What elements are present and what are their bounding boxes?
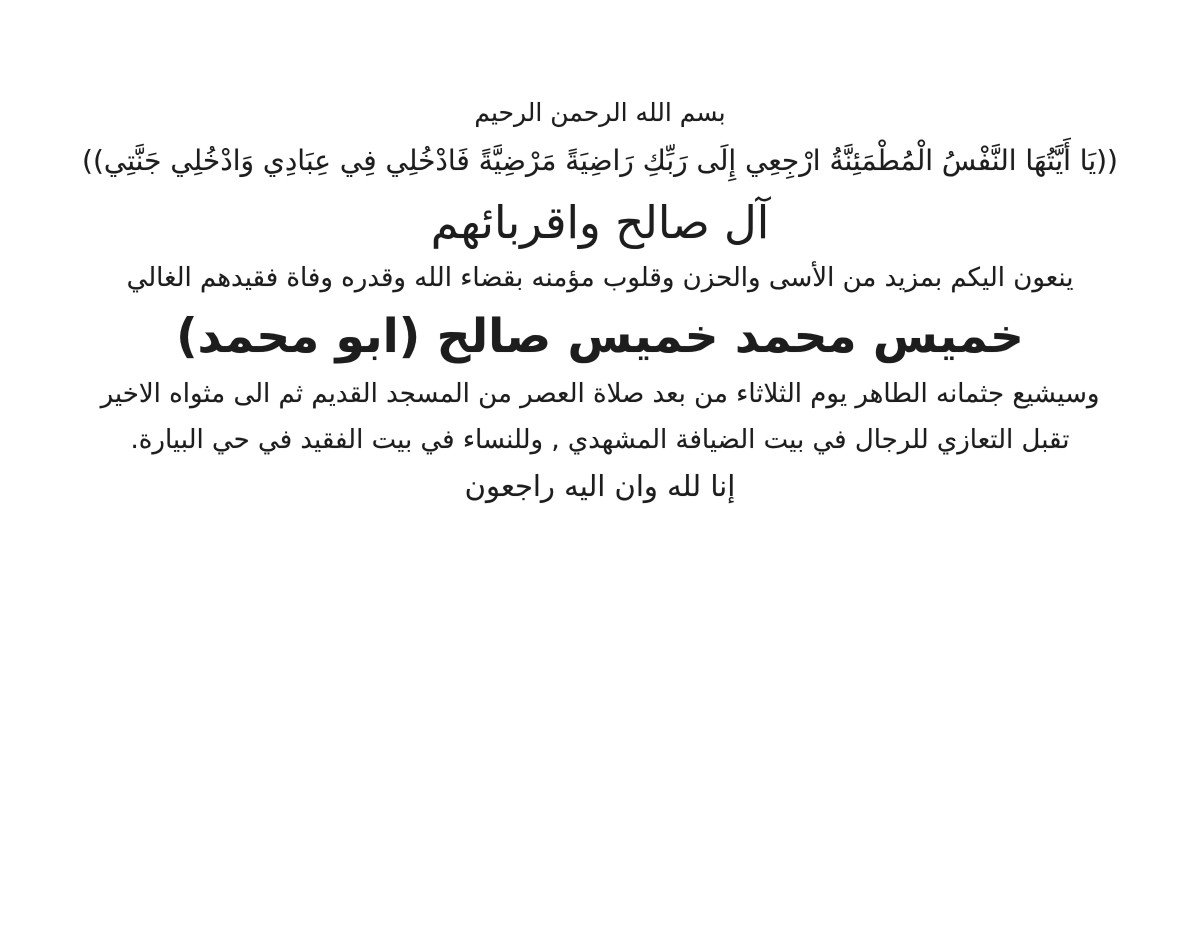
funeral-details-line: وسيشيع جثمانه الطاهر يوم الثلاثاء من بعد صلاة العصر من المسجد القديم ثم الى مثواه الاخير bbox=[100, 379, 1100, 410]
istirja-closing-line: إنا لله وان اليه راجعون bbox=[464, 469, 736, 504]
basmala-line: بسم الله الرحمن الرحيم bbox=[474, 98, 726, 127]
announcement-line: ينعون اليكم بمزيد من الأسى والحزن وقلوب مؤمنه بقضاء الله وقدره وفاة فقيدهم الغالي bbox=[126, 263, 1074, 294]
condolences-details-line: تقبل التعازي للرجال في بيت الضيافة المشهدي , وللنساء في بيت الفقيد في حي البيارة. bbox=[130, 424, 1070, 455]
deceased-name-heading: خميس محمد خميس صالح (ابو محمد) bbox=[176, 308, 1024, 364]
quran-verse-line: ((يَا أَيَّتُهَا النَّفْسُ الْمُطْمَئِنَّةُ ارْجِعِي إِلَى رَبِّكِ رَاضِيَةً مَرْضِيَّةً فَادْخُلِي فِي عِبَادِي وَادْخُلِي جَنَّتِي)) bbox=[82, 143, 1118, 177]
family-name-heading: آل صالح واقربائهم bbox=[430, 195, 770, 249]
